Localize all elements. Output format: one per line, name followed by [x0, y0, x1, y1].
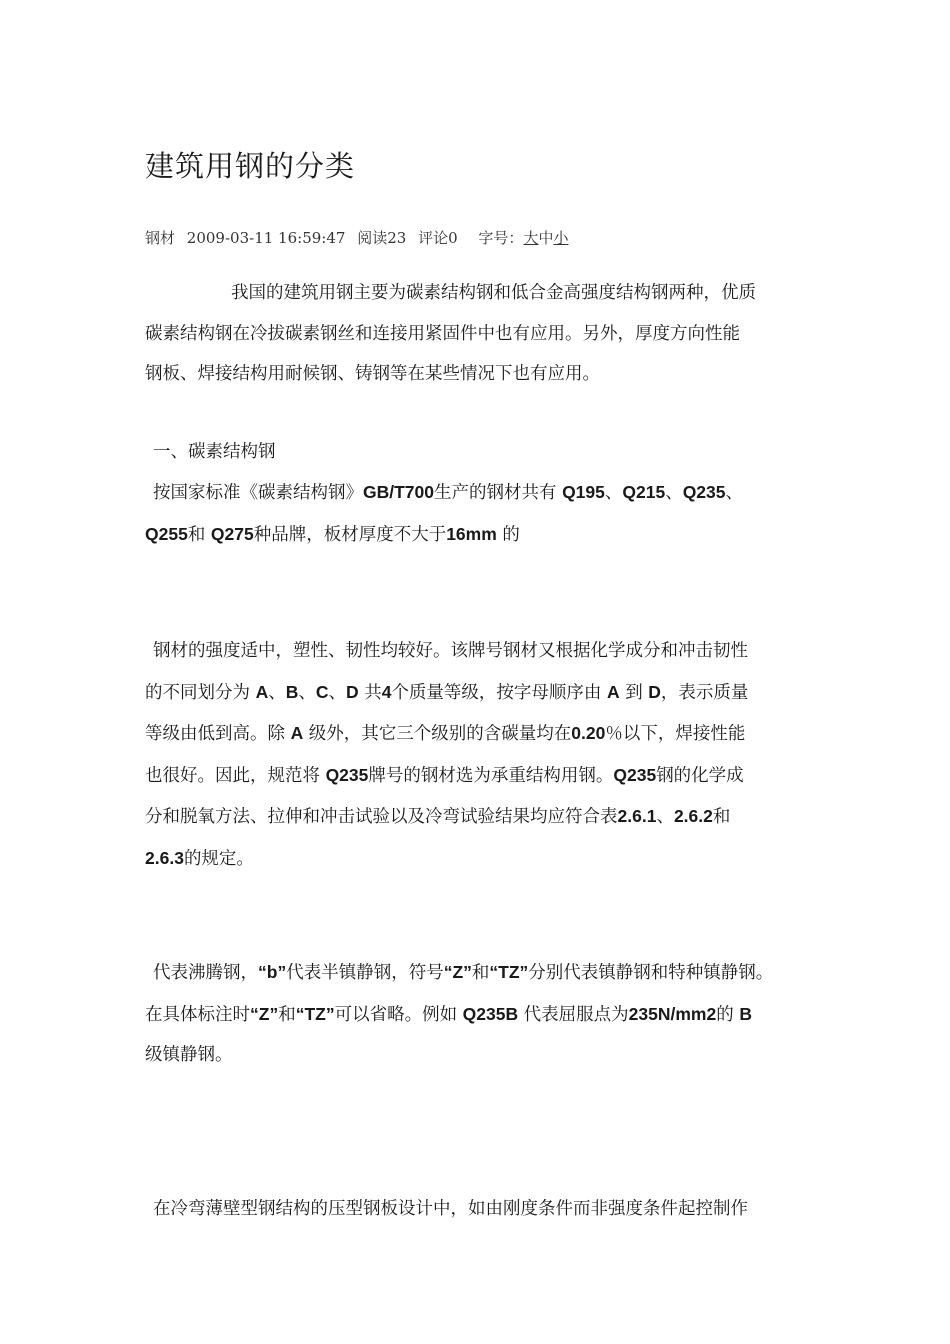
text-run: 分别代表镇静钢和特种镇静钢。 — [528, 963, 774, 983]
text-run: 也很好。因此，规范将 — [145, 765, 326, 786]
font-size-medium-label[interactable]: 中 — [538, 229, 554, 247]
paragraph-line — [145, 755, 810, 797]
text-run: 按国家标准《碳素结构钢》 — [153, 483, 363, 503]
text-run: 代表屈服点为 — [518, 1004, 629, 1025]
text-run: 到 — [619, 682, 649, 703]
paragraph-line — [145, 994, 810, 1036]
paragraph-line — [145, 1189, 810, 1230]
symbol-code: “TZ” — [295, 1003, 335, 1024]
paragraph-line — [145, 672, 810, 714]
grade-code: Q235 — [682, 482, 726, 502]
section-heading — [145, 432, 810, 473]
text-run: 的不同划分为 — [145, 682, 256, 703]
grade-letter: A — [290, 723, 304, 743]
grade-letter: A — [607, 681, 620, 702]
grade-letter: B — [739, 1003, 752, 1024]
text-run: 代表沸腾钢， — [153, 963, 258, 983]
article-title: 建筑用钢的分类 — [145, 149, 356, 183]
meta-comment-count: 评论0 — [418, 229, 458, 247]
paragraph-line — [145, 713, 810, 755]
symbol-code: “Z” — [443, 962, 472, 982]
text-run: 种品牌，板材厚度不大于 — [253, 524, 447, 545]
symbol-code: “Z” — [250, 1003, 279, 1024]
text-run: 、 — [725, 483, 743, 503]
grade-code: Q215 — [622, 482, 666, 502]
section1-paragraph-4 — [145, 1189, 810, 1230]
table-ref: 2.6.3 — [145, 847, 184, 868]
grade-letter: D — [648, 681, 661, 702]
text-run: 的 — [716, 1004, 740, 1025]
text-run: 等级由低到高。除 — [145, 724, 291, 744]
intro-paragraph — [145, 273, 810, 395]
text-run: 、 — [268, 682, 286, 703]
grade-letter: A — [255, 681, 269, 702]
text-run: 、 — [328, 682, 346, 703]
text-run: 和 — [278, 1004, 296, 1025]
paragraph-line — [145, 514, 810, 556]
text-run: ，表示质量 — [660, 682, 749, 703]
symbol-code: “b” — [258, 962, 287, 982]
text-run: 的规定。 — [183, 848, 254, 869]
section-heading-text: 一、碳素结构钢 — [153, 442, 276, 462]
paragraph-line — [145, 838, 810, 880]
font-size-large-link[interactable]: 大 — [523, 229, 539, 247]
intro-line: 钢板、焊接结构用耐候钢、铸钢等在某些情况下也有应用。 — [145, 364, 600, 384]
grade-count: 4 — [381, 681, 392, 702]
section1-paragraph-3 — [145, 952, 810, 1076]
grade-code: Q235 — [325, 764, 369, 785]
text-run: 钢的化学成 — [656, 765, 744, 786]
grade-letter: B — [285, 681, 299, 702]
grade-code: Q195 — [562, 482, 605, 502]
text-run: 、 — [656, 807, 674, 827]
meta-datetime: 2009-03-11 16:59:47 — [186, 229, 346, 247]
text-run: 在具体标注时 — [145, 1004, 250, 1025]
text-run: 、 — [665, 483, 683, 503]
table-ref: 2.6.1 — [617, 806, 657, 826]
text-run: 牌号的钢材选为承重结构用钢。 — [368, 765, 614, 786]
text-run: 分和脱氧方法、拉伸和冲击试验以及冷弯试验结果均应符合表 — [145, 807, 618, 827]
paragraph-line — [145, 472, 810, 514]
text-run: ％以下，焊接性能 — [605, 724, 746, 744]
paragraph-line — [145, 1035, 810, 1076]
table-ref: 2.6.2 — [673, 806, 713, 826]
symbol-code: “TZ” — [489, 962, 529, 982]
grade-code: Q275 — [210, 523, 254, 544]
intro-line: 碳素结构钢在冷拔碳素钢丝和连接用紧固件中也有应用。另外，厚度方向性能 — [145, 323, 740, 344]
font-size-small-link[interactable]: 小 — [553, 229, 569, 247]
text-run: 在冷弯薄壁型钢结构的压型钢板设计中，如由刚度条件而非强度条件起控制作 — [153, 1199, 748, 1219]
text-run: 个质量等级，按字母顺序由 — [391, 682, 607, 703]
meta-read-count: 阅读23 — [357, 229, 407, 247]
grade-letter: C — [315, 681, 329, 702]
text-run: 的 — [496, 524, 520, 545]
section1-paragraph-2 — [145, 631, 810, 879]
meta-category: 钢材 — [145, 229, 176, 247]
text-run: 、 — [604, 483, 623, 503]
text-run: 级镇静钢。 — [145, 1045, 233, 1065]
text-run: 钢材的强度适中，塑性、韧性均较好。该牌号钢材又根据化学成分和冲击韧性 — [153, 641, 748, 661]
standard-code: GB/T700 — [363, 482, 434, 502]
intro-line: 我国的建筑用钢主要为碳素结构钢和低合金高强度结构钢两种，优质 — [231, 283, 756, 303]
text-run: 和 — [187, 524, 211, 545]
paragraph-line — [145, 796, 810, 838]
text-run: 共 — [358, 682, 382, 703]
grade-code: Q235B — [462, 1003, 519, 1024]
paragraph-line — [145, 952, 810, 994]
text-run: 级外，其它三个级别的含碳量均在 — [303, 724, 572, 744]
text-run: 代表半镇静钢，符号 — [286, 963, 444, 983]
text-run: 和 — [712, 807, 731, 827]
section1-paragraph-1 — [145, 472, 810, 555]
text-run: 生产的钢材共有 — [434, 483, 563, 503]
thickness-value: 16mm — [446, 523, 497, 544]
font-size-switcher — [523, 226, 568, 250]
meta-font-size-label: 字号： — [478, 229, 524, 247]
grade-letter: D — [345, 681, 359, 702]
yield-value: 235N/mm2 — [628, 1003, 717, 1024]
carbon-percent: 0.20 — [571, 723, 606, 743]
text-run: 可以省略。例如 — [334, 1004, 463, 1025]
grade-code: Q235 — [613, 764, 657, 785]
text-run: 和 — [471, 963, 490, 983]
grade-code: Q255 — [145, 523, 188, 544]
article-meta — [145, 226, 568, 250]
paragraph-line — [145, 631, 810, 672]
text-run: 、 — [298, 682, 316, 703]
